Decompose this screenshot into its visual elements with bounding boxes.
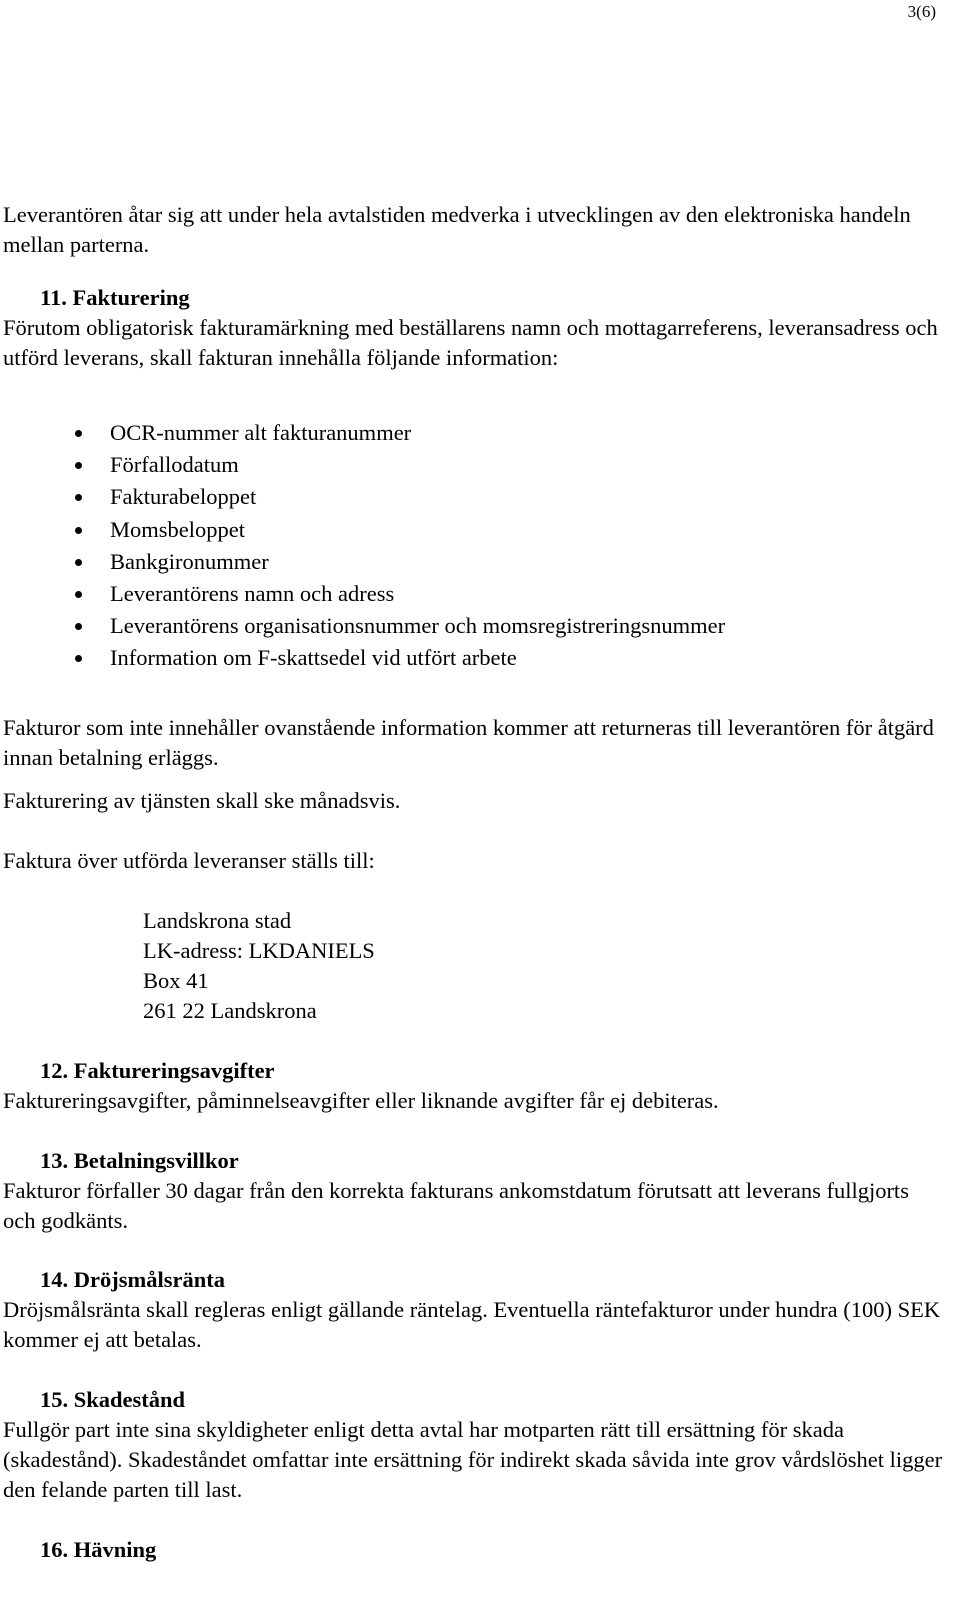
address-intro-paragraph: Faktura över utförda leveranser ställs till: xyxy=(3,848,375,873)
bullet-icon xyxy=(75,623,82,630)
invoice-requirements-list xyxy=(0,417,725,675)
section-13-body: Fakturor förfaller 30 dagar från den korrekta fakturans ankomstdatum förutsatt att leverans fullgjorts och godkänts. xyxy=(3,1178,909,1233)
bullet-icon xyxy=(75,655,82,662)
section-13-heading: 13. Betalningsvillkor xyxy=(40,1148,239,1173)
list-item: Momsbeloppet xyxy=(0,514,725,546)
address-line: Box 41 xyxy=(143,968,209,993)
bullet-icon xyxy=(75,494,82,501)
billing-address xyxy=(143,906,375,1026)
section-15-heading: 15. Skadestånd xyxy=(40,1387,186,1412)
bullet-icon xyxy=(75,527,82,534)
section-12-body: Faktureringsavgifter, påminnelseavgifter eller liknande avgifter får ej debiteras. xyxy=(3,1088,719,1113)
address-line: LK-adress: LKDANIELS xyxy=(143,938,375,963)
monthly-billing-paragraph: Fakturering av tjänsten skall ske månadsvis. xyxy=(3,788,401,813)
address-line: 261 22 Landskrona xyxy=(143,998,317,1023)
section-11-body: Förutom obligatorisk fakturamärkning med beställarens namn och mottagarreferens, leveransadress och utförd leverans, skall fakturan innehålla följande information: xyxy=(3,315,938,370)
list-item: Leverantörens organisationsnummer och momsregistreringsnummer xyxy=(0,610,725,642)
section-11-heading: 11. Fakturering xyxy=(40,285,190,310)
section-15-body: Fullgör part inte sina skyldigheter enligt detta avtal har motparten rätt till ersättning för skada (skadestånd). Skadeståndet omfattar inte ersättning för indirekt skada såvida inte grov vårdslöshet ligger den felande parten till last. xyxy=(3,1417,943,1502)
bullet-icon xyxy=(75,462,82,469)
list-item: Information om F-skattsedel vid utfört arbete xyxy=(0,642,725,674)
address-line: Landskrona stad xyxy=(143,908,292,933)
list-item: Leverantörens namn och adress xyxy=(0,578,725,610)
intro-paragraph: Leverantören åtar sig att under hela avtalstiden medverka i utvecklingen av den elektroniska handeln mellan parterna. xyxy=(3,202,911,257)
section-16-heading: 16. Hävning xyxy=(40,1537,157,1562)
list-item: Förfallodatum xyxy=(0,449,725,481)
list-item: Bankgironummer xyxy=(0,546,725,578)
section-14-heading: 14. Dröjsmålsränta xyxy=(40,1267,225,1292)
list-item: Fakturabeloppet xyxy=(0,481,725,513)
list-item: OCR-nummer alt fakturanummer xyxy=(0,417,725,449)
bullet-icon xyxy=(75,430,82,437)
returns-paragraph: Fakturor som inte innehåller ovanstående information kommer att returneras till leverantören för åtgärd innan betalning erläggs. xyxy=(3,715,934,770)
bullet-icon xyxy=(75,591,82,598)
bullet-icon xyxy=(75,559,82,566)
section-14-body: Dröjsmålsränta skall regleras enligt gällande räntelag. Eventuella räntefakturor under hundra (100) SEK kommer ej att betalas. xyxy=(3,1297,941,1352)
section-12-heading: 12. Faktureringsavgifter xyxy=(40,1058,275,1083)
page-number: 3(6) xyxy=(907,2,936,21)
